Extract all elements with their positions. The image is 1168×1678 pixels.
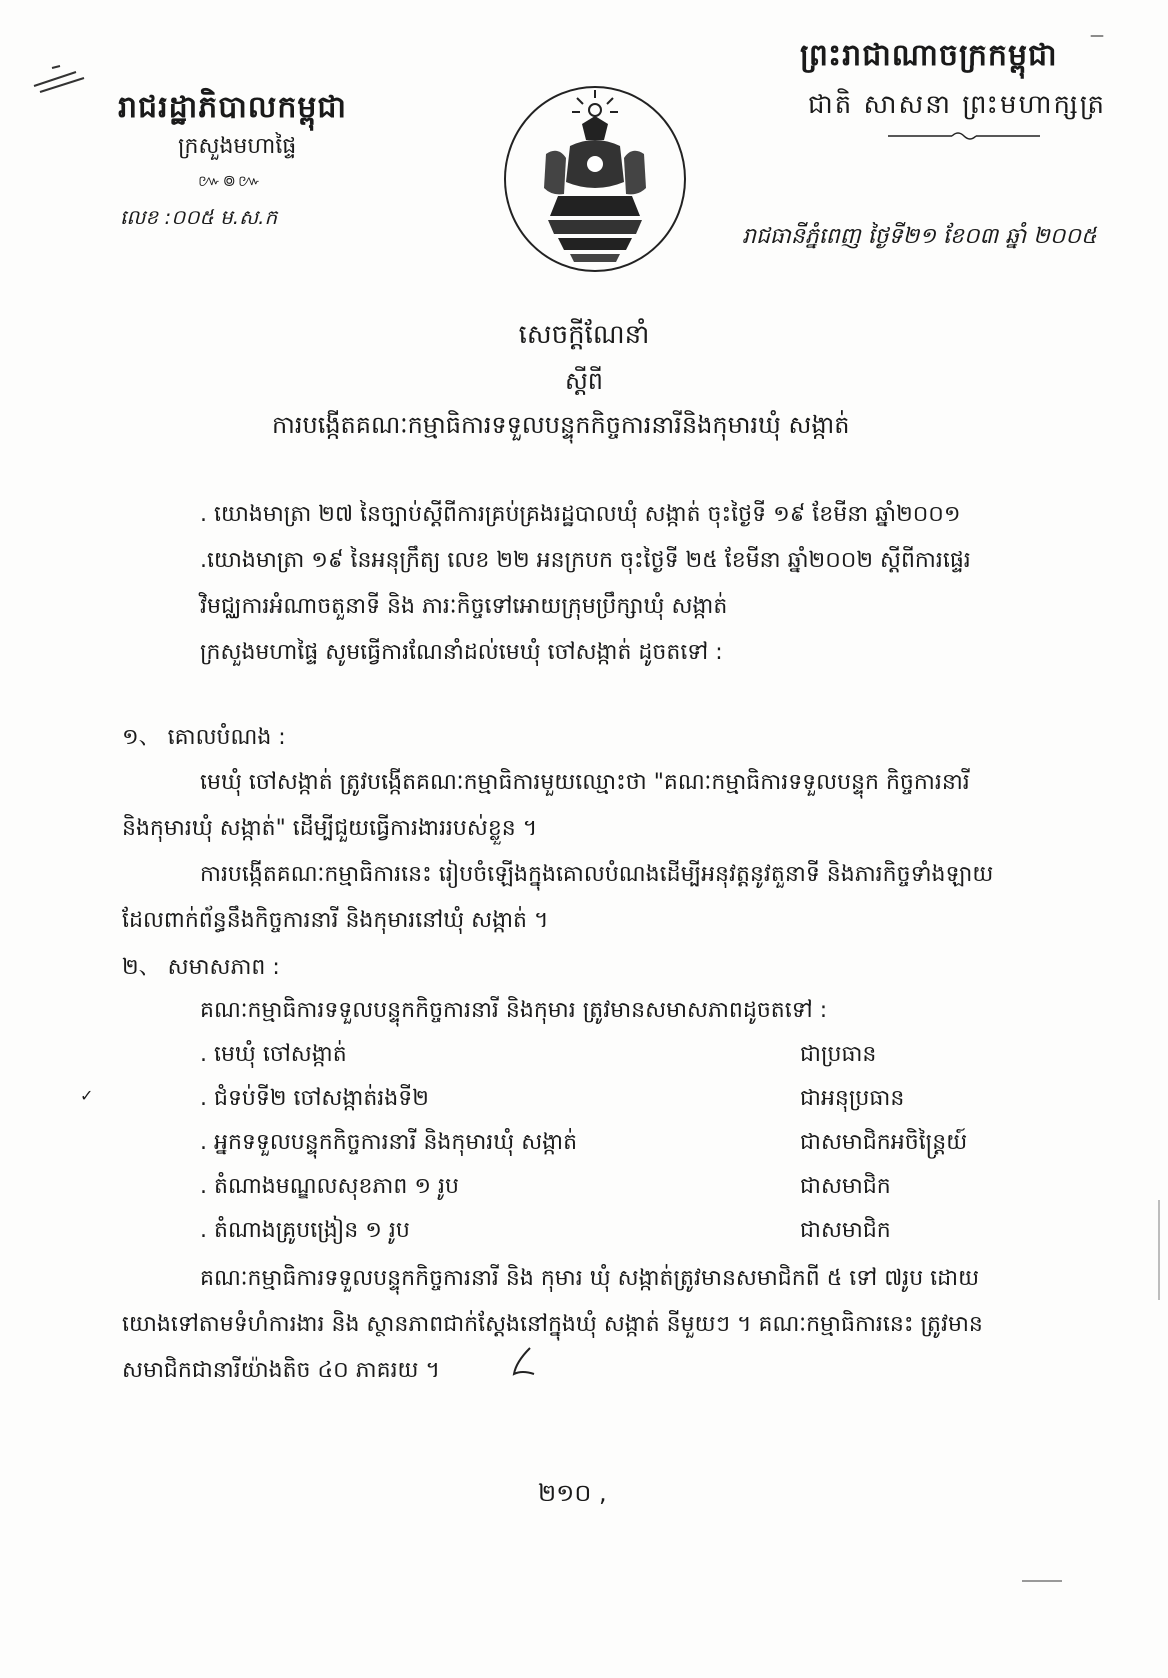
document-type: សេចក្ដីណែនាំ xyxy=(518,320,650,350)
section-1-line-2: និងកុមារឃុំ សង្កាត់" ដើម្បីជួយធ្វើការងាររបស់ខ្លួន ។ xyxy=(122,816,538,841)
member-row-1-role: ជាប្រធាន xyxy=(800,1042,877,1067)
member-row-1-name: . មេឃុំ ចៅសង្កាត់ xyxy=(200,1042,347,1067)
preamble-line-1: . យោងមាត្រា ២៧ នៃច្បាប់ស្ដីពីការគ្រប់គ្រងរដ្ឋបាលឃុំ សង្កាត់ ចុះថ្ងៃទី ១៩ ខែមីនា ឆ្នាំ២០០១ xyxy=(200,502,961,527)
kingdom-name: ព្រះរាជាណាចក្រកម្ពុជា xyxy=(800,38,1058,73)
member-row-3-role: ជាសមាជិកអចិន្ត្រៃយ៍ xyxy=(800,1130,968,1155)
corner-mark: — xyxy=(1090,28,1104,44)
scan-artifact-line xyxy=(1022,1580,1062,1582)
handwritten-check-mark xyxy=(508,1344,538,1380)
member-row-2-name: . ជំទប់ទី២ ចៅសង្កាត់រងទី២ xyxy=(200,1086,429,1111)
national-motto: ជាតិ សាសនា ព្រះមហាក្សត្រ xyxy=(808,90,1106,120)
section-1-line-4: ដែលពាក់ព័ន្ធនឹងកិច្ចការនារី និងកុមារនៅឃុំ សង្កាត់ ។ xyxy=(122,908,549,933)
section-2-closing-1: គណៈកម្មាធិការទទួលបន្ទុកកិច្ចការនារី និង កុមារ ឃុំ សង្កាត់ត្រូវមានសមាជិកពី ៥ ទៅ ៧រូប ដោយ xyxy=(200,1266,980,1291)
scan-edge-line xyxy=(1158,1200,1160,1300)
section-2-intro: គណៈកម្មាធិការទទួលបន្ទុកកិច្ចការនារី និងកុមារ ត្រូវមានសមាសភាពដូចតទៅ : xyxy=(200,998,828,1023)
member-row-2-role: ជាអនុប្រធាន xyxy=(800,1086,905,1111)
member-row-4-name: . តំណាងមណ្ឌលសុខភាព ១ រូប xyxy=(200,1174,459,1199)
section-1-heading: ១、 គោលបំណង : xyxy=(122,725,286,750)
member-row-4-role: ជាសមាជិក xyxy=(800,1174,891,1199)
ministry-name: រាជរដ្ឋាភិបាលកម្ពុជា xyxy=(118,90,347,125)
member-row-5-name: . តំណាងគ្រូបង្រៀន ១ រូប xyxy=(200,1218,410,1243)
member-row-5-role: ជាសមាជិក xyxy=(800,1218,891,1243)
section-2-closing-2: យោងទៅតាមទំហំការងារ និង ស្ថានភាពជាក់ស្ដែងនៅក្នុងឃុំ សង្កាត់ នីមួយៗ ។ គណៈកម្មាធិការនេះ ត្រូវមាន xyxy=(122,1312,983,1337)
preamble-line-2: .យោងមាត្រា ១៩ នៃអនុក្រឹត្យ លេខ ២២ អនក្របក ចុះថ្ងៃទី ២៥ ខែមីនា ឆ្នាំ២០០២ ស្ដីពីការផ្ទេរ xyxy=(200,548,971,573)
preamble-line-4: ក្រសួងមហាផ្ទៃ សូមធ្វើការណែនាំដល់មេឃុំ ចៅសង្កាត់ ដូចតទៅ : xyxy=(200,640,723,665)
section-1-line-3: ការបង្កើតគណៈកម្មាធិការនេះ រៀបចំឡើងក្នុងគោលបំណងដើម្បីអនុវត្តនូវតួនាទី និងភារកិច្ចទាំងឡាយ xyxy=(200,862,994,887)
section-1-line-1: មេឃុំ ចៅសង្កាត់ ត្រូវបង្កើតគណៈកម្មាធិការមួយឈ្មោះថា "គណៈកម្មាធិការទទួលបន្ទុក កិច្ចការនារី xyxy=(200,770,970,795)
page-number: ២១០ , xyxy=(538,1479,607,1507)
section-2-heading: ២、 សមាសភាព : xyxy=(122,955,280,980)
preamble-line-3: វិមជ្ឈការអំណាចតួនាទី និង ភារៈកិច្ចទៅអោយក្រុមប្រឹក្សាឃុំ សង្កាត់ xyxy=(200,594,728,619)
document-subject: ការបង្កើតគណៈកម្មាធិការទទួលបន្ទុកកិច្ចការនារីនិងកុមារឃុំ សង្កាត់ xyxy=(272,411,850,439)
ministry-subname: ក្រសួងមហាផ្ទៃ xyxy=(178,134,297,159)
royal-emblem-seal xyxy=(500,84,690,274)
member-row-3-name: . អ្នកទទួលបន្ទុកកិច្ចការនារី និងកុមារឃុំ សង្កាត់ xyxy=(200,1130,578,1155)
reference-number: លេខ :០០៥ ម.ស.ក xyxy=(120,205,278,229)
document-about: ស្ដីពី xyxy=(564,367,604,395)
document-date: រាជធានីភ្នំពេញ ថ្ងៃទី២១ ខែ០៣ ឆ្នាំ ២០០៥ xyxy=(742,224,1097,249)
section-2-closing-3: សមាជិកជានារីយ៉ាងតិច ៤០ ភាគរយ ។ xyxy=(122,1358,441,1383)
margin-mark: ✓ xyxy=(80,1086,94,1105)
motto-divider xyxy=(888,130,1040,142)
handwritten-scribble xyxy=(30,62,90,102)
header-ornament: ៚៙៚ xyxy=(198,171,263,190)
